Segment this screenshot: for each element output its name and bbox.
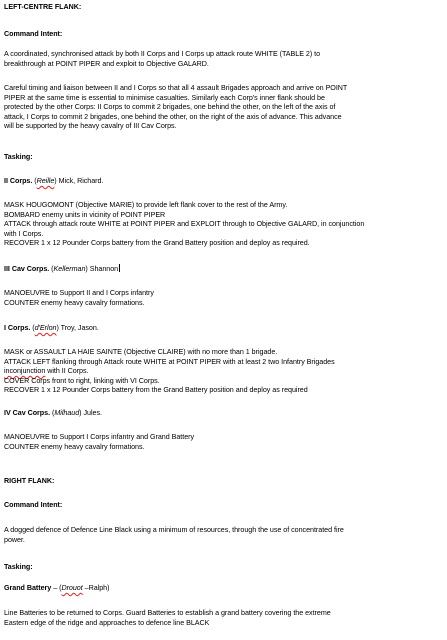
section-heading-right — [4, 477, 441, 487]
task-line: with I Corps. — [4, 229, 44, 238]
commander-name: Drouot — [61, 584, 83, 592]
task-line: MASK or ASSAULT LA HAIE SAINTE (Objective CLAIRE) with no more than 1 brigade. — [4, 348, 278, 356]
paragraph-line: will be supported by the heavy cavalry of III Cav Corps. — [4, 122, 177, 131]
iv-cav-corps-tasks — [4, 433, 441, 452]
task-line: COVER Corps front to right, linking with VI Corps. — [4, 376, 160, 385]
intent-paragraph-1 — [4, 50, 441, 69]
iv-cav-corps-header: IV Cav Corps. (Milhaud) Jules. — [4, 409, 102, 417]
task-line: ATTACK through attack route WHITE at POINT PIPER and EXPLOIT through to Objective GALARD, in conjunction — [4, 220, 365, 229]
heading-text: LEFT-CENTRE FLANK: — [4, 3, 82, 11]
corps-name: IV Cav Corps. — [4, 409, 51, 417]
paragraph-line: A coordinated, synchronised attack by both II Corps and I Corps up attack route WHITE (TABLE 2) to — [4, 50, 321, 58]
paragraph-line: protected by the other Corps: II Corps to commit 2 brigades, one behind the other, on the left of the axis of — [4, 103, 336, 112]
right-tasking-label — [4, 563, 441, 573]
misspelled-word: inconjunction — [4, 367, 46, 376]
label-text: Tasking: — [4, 563, 33, 571]
paragraph-line: power. — [4, 535, 25, 544]
task-line: RECOVER 1 x 12 Pounder Corps battery from the Grand Battery position and deploy as required — [4, 386, 308, 395]
ii-corps-header: II Corps. (Reille) Mick, Richard. — [4, 177, 104, 185]
task-line: Eastern edge of the ridge and approaches to defence line BLACK — [4, 618, 210, 627]
iii-cav-corps-header: III Cav Corps. (Kellerman) Shannon — [4, 265, 119, 273]
player-names: Troy, Jason. — [60, 324, 99, 332]
task-line: Line Batteries to be returned to Corps. Guard Batteries to establish a grand battery covering the extreme — [4, 609, 331, 617]
task-line — [4, 367, 441, 377]
paragraph-line: A dogged defence of Defence Line Black using a minimum of resources, through the use of concentrated fire — [4, 526, 344, 534]
corps-name: III Cav Corps. — [4, 265, 50, 273]
task-line: RECOVER 1 x 12 Pounder Corps battery from the Grand Battery position and deploy as required. — [4, 239, 310, 248]
i-corps-tasks — [4, 348, 441, 396]
task-line: COUNTER enemy heavy cavalry formations. — [4, 298, 145, 307]
right-intent-paragraph — [4, 526, 441, 545]
grand-battery-header — [4, 584, 441, 594]
right-tasks — [4, 609, 441, 628]
task-line: MANOEUVRE to Support I Corps infantry and Grand Battery — [4, 433, 195, 441]
tasking-label — [4, 153, 441, 163]
intent-paragraph-2 — [4, 84, 441, 132]
task-line: COUNTER enemy heavy cavalry formations. — [4, 442, 145, 451]
ii-corps-tasks — [4, 201, 441, 249]
separator: – ( — [51, 584, 62, 592]
heading-text: RIGHT FLANK: — [4, 477, 55, 485]
commander-name: Kellerman — [53, 265, 86, 273]
paragraph-line: Careful timing and liaison between II and I Corps so that all 4 assault Brigades approach and arrive on POINT — [4, 84, 348, 92]
right-command-intent-label — [4, 501, 441, 511]
commander-name: Reille — [36, 177, 55, 185]
label-text: Command Intent: — [4, 501, 63, 509]
label-text: Command Intent: — [4, 30, 63, 38]
corps-name: I Corps. — [4, 324, 31, 332]
task-line: ATTACK LEFT flanking through Attack route WHITE at POINT PIPER with at least 2 two Infantry Brigades — [4, 357, 335, 366]
player-names: Ralph) — [88, 584, 110, 592]
paragraph-line: breakthrough at POINT PIPER and exploit to Objective GALARD. — [4, 59, 209, 68]
text-cursor — [119, 264, 120, 272]
task-line: MANOEUVRE to Support II and I Corps infantry — [4, 289, 154, 297]
player-names: Mick, Richard. — [58, 177, 104, 185]
paragraph-line: PIPER at the same time is essential to minimise casualties. Similarly each Corp's inner flank should be — [4, 93, 325, 102]
commander-name: d'Erlon — [34, 324, 57, 332]
task-line: BOMBARD enemy units in vicinity of POINT PIPER — [4, 210, 166, 219]
task-line-rest: with II Corps. — [45, 367, 89, 376]
player-names: Jules. — [83, 409, 102, 417]
iii-cav-corps-tasks — [4, 289, 441, 308]
unit-name: Grand Battery — [4, 584, 52, 592]
commander-name: Milhaud — [54, 409, 80, 417]
command-intent-label — [4, 30, 441, 40]
separator: – — [82, 584, 89, 592]
corps-name: II Corps. — [4, 177, 33, 185]
i-corps-header: I Corps. (d'Erlon) Troy, Jason. — [4, 324, 99, 332]
player-names: Shannon — [89, 265, 119, 273]
label-text: Tasking: — [4, 153, 33, 161]
section-heading-left-centre — [4, 3, 441, 13]
paragraph-line: attack, I Corps to commit 2 brigades, one behind the other, on the right of the axis of advance. This advance — [4, 112, 342, 121]
task-line: MASK HOUGOMONT (Objective MARIE) to provide left flank cover to the rest of the Army. — [4, 201, 288, 209]
